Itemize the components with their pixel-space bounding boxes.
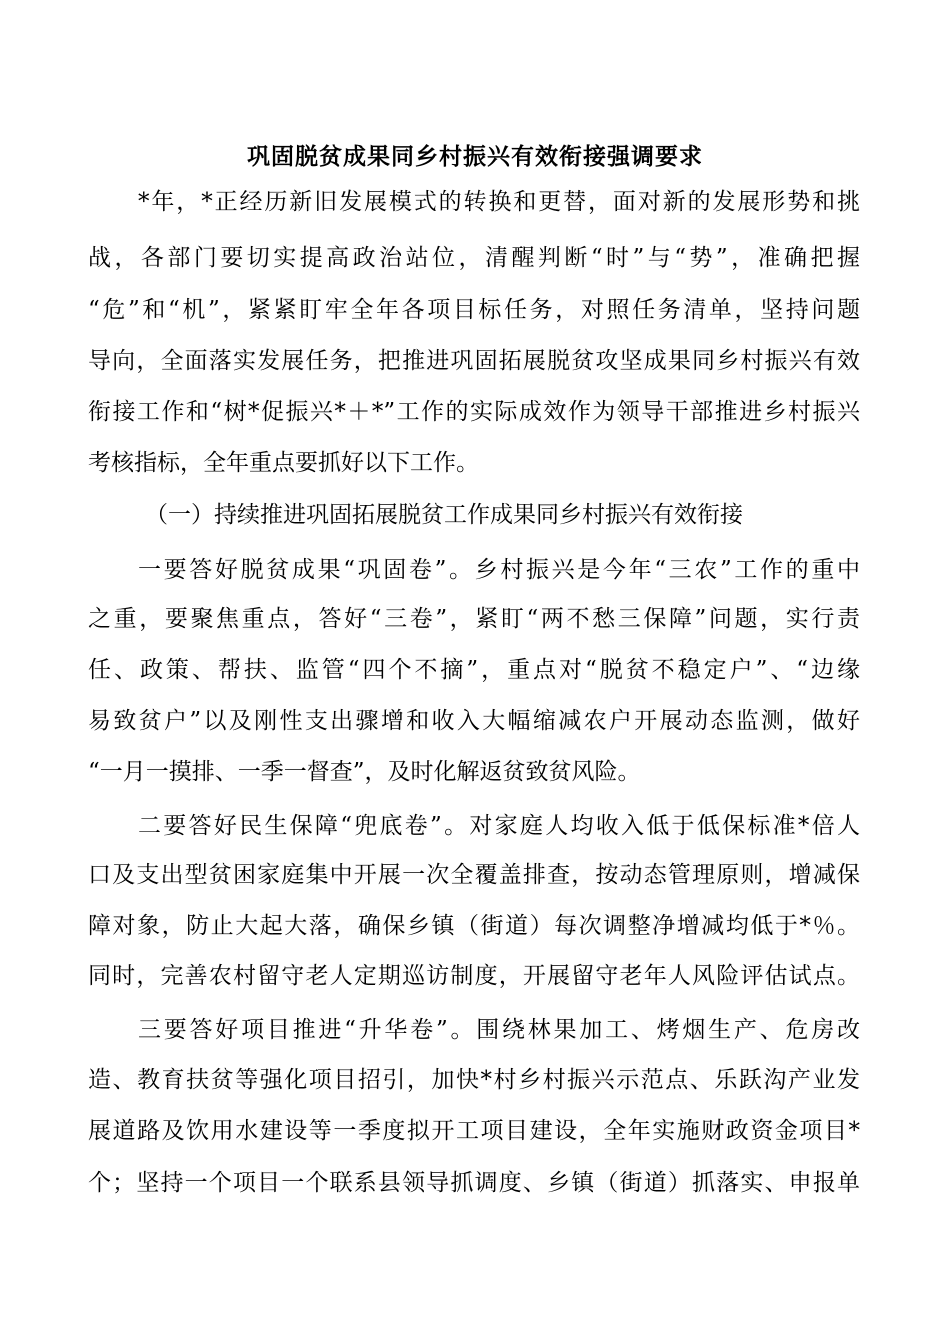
text-line: 衔接工作和“树*促振兴*＋*”工作的实际成效作为领导干部推进乡村振兴 [88, 399, 860, 425]
text-line: 造、教育扶贫等强化项目招引，加快*村乡村振兴示范点、乐跃沟产业发 [88, 1067, 860, 1093]
text-line: 同时，完善农村留守老人定期巡访制度，开展留守老年人风险评估试点。 [88, 963, 860, 989]
text-line: 易致贫户”以及刚性支出骤增和收入大幅缩减农户开展动态监测，做好 [88, 708, 860, 734]
text-line: 之重，要聚焦重点，答好“三卷”，紧盯“两不愁三保障”问题，实行责 [88, 606, 860, 632]
text-line: 考核指标，全年重点要抓好以下工作。 [88, 450, 479, 476]
text-line: 个；坚持一个项目一个联系县领导抓调度、乡镇（街道）抓落实、申报单 [88, 1170, 860, 1196]
text-line: 战，各部门要切实提高政治站位，清醒判断“时”与“势”，准确把握 [88, 245, 860, 271]
text-line: 任、政策、帮扶、监管“四个不摘”，重点对“脱贫不稳定户”、“边缘 [88, 657, 860, 683]
text-line: *年，*正经历新旧发展模式的转换和更替，面对新的发展形势和挑 [138, 189, 860, 215]
text-line: 三要答好项目推进“升华卷”。围绕林果加工、烤烟生产、危房改 [138, 1017, 860, 1043]
document-title: 巩固脱贫成果同乡村振兴有效衔接强调要求 [247, 143, 703, 170]
text-line: 导向，全面落实发展任务，把推进巩固拓展脱贫攻坚成果同乡村振兴有效 [88, 348, 860, 374]
text-line: “一月一摸排、一季一督查”，及时化解返贫致贫风险。 [88, 759, 641, 785]
text-line: 一要答好脱贫成果“巩固卷”。乡村振兴是今年“三农”工作的重中 [138, 557, 860, 583]
text-line: 口及支出型贫困家庭集中开展一次全覆盖排查，按动态管理原则，增减保 [88, 862, 860, 888]
text-line: 二要答好民生保障“兜底卷”。对家庭人均收入低于低保标准*倍人 [138, 813, 860, 839]
section-heading: （一）持续推进巩固拓展脱贫工作成果同乡村振兴有效衔接 [145, 502, 743, 528]
text-line: 障对象，防止大起大落，确保乡镇（街道）每次调整净增减均低于*％。 [88, 913, 860, 939]
text-line: “危”和“机”，紧紧盯牢全年各项目标任务，对照任务清单，坚持问题 [88, 297, 860, 323]
text-line: 展道路及饮用水建设等一季度拟开工项目建设，全年实施财政资金项目* [88, 1118, 860, 1144]
